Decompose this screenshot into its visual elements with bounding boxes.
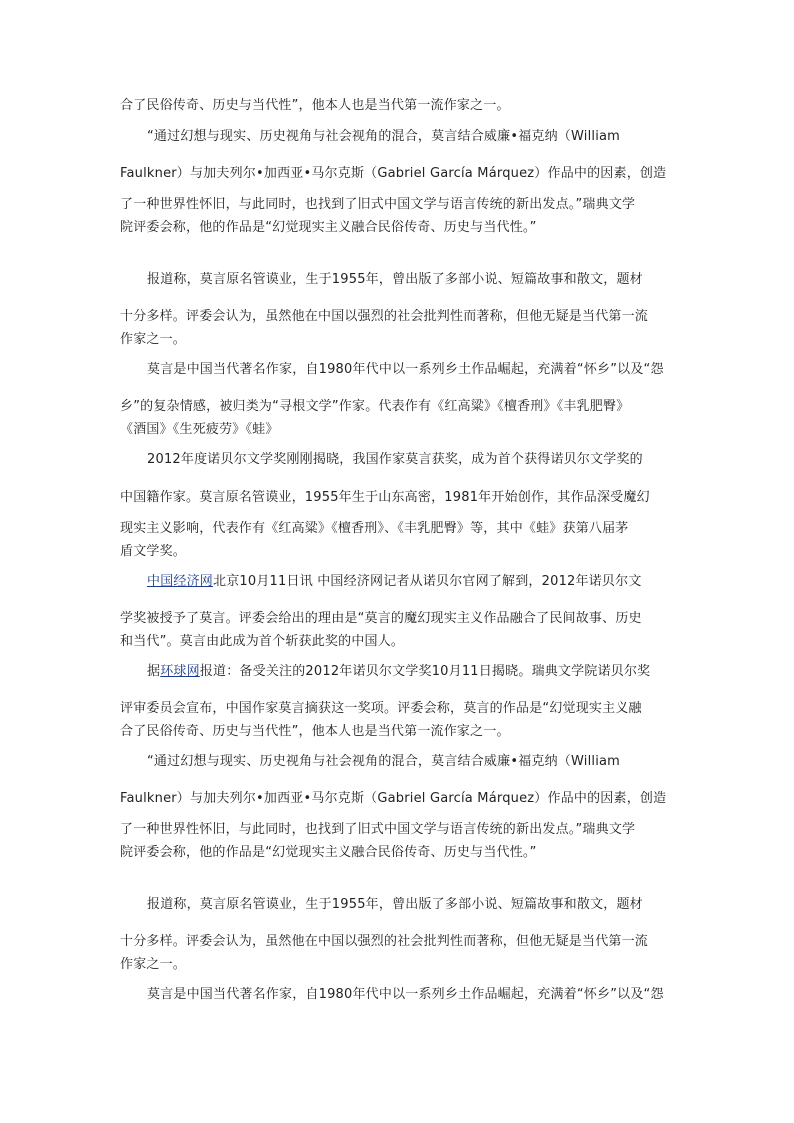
text-line: 现实主义影响，代表作有《红高粱》《檀香刑》、《丰乳肥臀》等，其中《蛙》获第八届茅 [120,521,629,536]
text-line: 莫言是中国当代著名作家，自1980年代中以一系列乡土作品崛起，充满着“怀乡”以及“怨 [147,987,664,1002]
paragraph [120,895,680,975]
text-line: 学奖被授予了莫言。评委会给出的理由是“莫言的魔幻现实主义作品融合了民间故事、历史 [120,611,642,626]
text-line: 《酒国》《生死疲劳》《蛙》 [120,422,279,437]
paragraph [120,127,680,238]
text-line: 盾文学奖。 [120,544,187,559]
document-page [120,96,680,1005]
source-link-huanqiu[interactable]: 环球网 [160,664,200,679]
text-line: 评审委员会宣布，中国作家莫言摘获这一奖项。评委会称，莫言的作品是“幻觉现实主义融 [120,701,642,716]
paragraph [120,96,680,116]
text-line: 和当代”。莫言由此成为首个斩获此奖的中国人。 [120,634,405,649]
text-span: 报道：备受关注的2012年诺贝尔文学奖10月11日揭晓。瑞典文学院诺贝尔奖 [199,664,651,679]
text-line: 合了民俗传奇、历史与当代性”，他本人也是当代第一流作家之一。 [120,724,510,739]
text-line: 院评委会称，他的作品是“幻觉现实主义融合民俗传奇、历史与当代性。” [120,845,537,860]
text-line: 十分多样。评委会认为，虽然他在中国以强烈的社会批判性而著称，但他无疑是当代第一流 [120,309,649,324]
text-span: 北京10月11日讯 中国经济网记者从诺贝尔官网了解到，2012年诺贝尔文 [213,574,642,589]
text-line: 了一种世界性怀旧，与此同时，也找到了旧式中国文学与语言传统的新出发点。”瑞典文学 [120,197,636,212]
text-line: Faulkner）与加夫列尔•加西亚•马尔克斯（Gabriel García Márquez）作品中的因素，创造 [120,166,667,181]
source-link-ce-cn[interactable]: 中国经济网 [147,574,214,589]
paragraph [120,270,680,350]
paragraph [120,662,680,742]
text-line: 作家之一。 [120,957,187,972]
text-line: “通过幻想与现实、历史视角与社会视角的混合，莫言结合威廉•福克纳（William [147,754,621,769]
text-line: “通过幻想与现实、历史视角与社会视角的混合，莫言结合威廉•福克纳（William [147,129,621,144]
text-line: 报道称，莫言原名管谟业，生于1955年，曾出版了多部小说、短篇故事和散文，题材 [147,272,643,287]
text-line: 报道称，莫言原名管谟业，生于1955年，曾出版了多部小说、短篇故事和散文，题材 [147,897,643,912]
text-line: 2012年度诺贝尔文学奖刚刚揭晓，我国作家莫言获奖，成为首个获得诺贝尔文学奖的 [147,452,643,467]
text-line: Faulkner）与加夫列尔•加西亚•马尔克斯（Gabriel García Márquez）作品中的因素，创造 [120,791,667,806]
text-line: 院评委会称，他的作品是“幻觉现实主义融合民俗传奇、历史与当代性。” [120,220,537,235]
paragraph [120,360,680,440]
text-line: 中国籍作家。莫言原名管谟业，1955年生于山东高密，1981年开始创作，其作品深受魔幻 [120,490,650,505]
text-line: 了一种世界性怀旧，与此同时，也找到了旧式中国文学与语言传统的新出发点。”瑞典文学 [120,822,636,837]
paragraph [120,450,680,562]
paragraph [120,752,680,863]
text-line: 合了民俗传奇、历史与当代性”，他本人也是当代第一流作家之一。 [120,98,510,113]
text-line [120,662,680,682]
text-line [120,572,680,592]
text-line: 十分多样。评委会认为，虽然他在中国以强烈的社会批判性而著称，但他无疑是当代第一流 [120,934,649,949]
paragraph [120,572,680,652]
text-line: 作家之一。 [120,332,187,347]
text-line: 乡”的复杂情感，被归类为“寻根文学”作家。代表作有《红高粱》《檀香刑》《丰乳肥臀》 [120,399,630,414]
paragraph [120,985,680,1005]
text-span: 据 [147,664,161,679]
text-line: 莫言是中国当代著名作家，自1980年代中以一系列乡土作品崛起，充满着“怀乡”以及“怨 [147,362,664,377]
